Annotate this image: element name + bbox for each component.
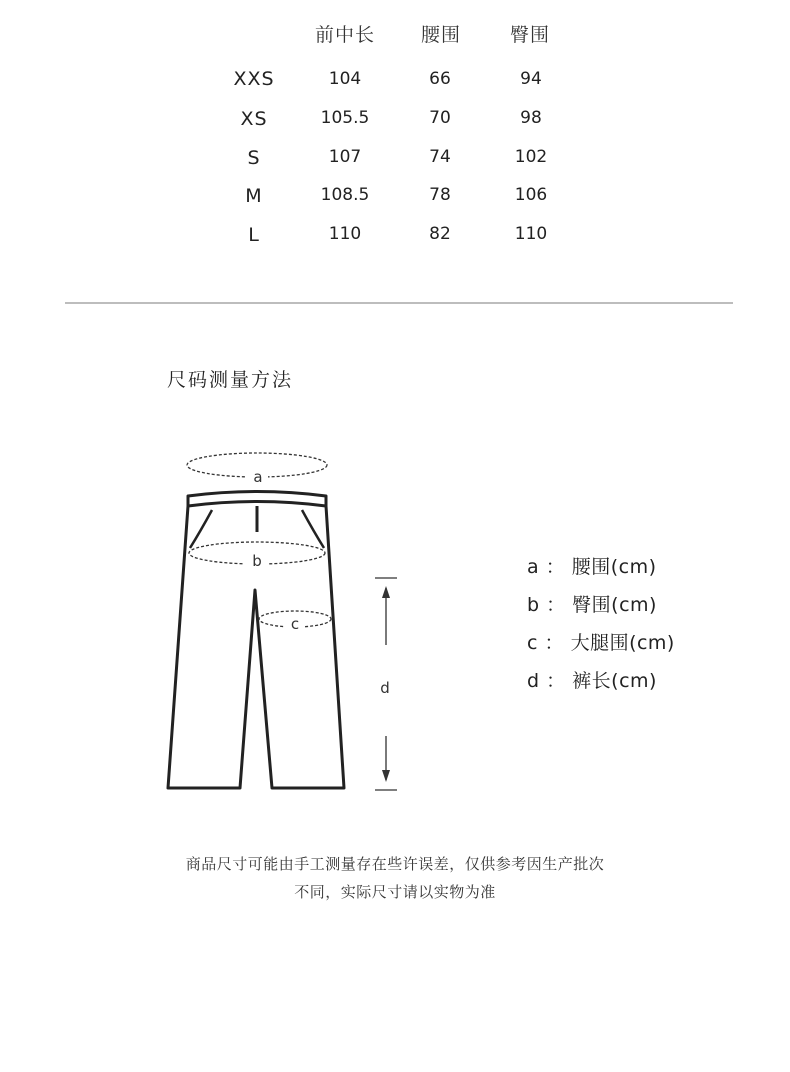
section-title: 尺码测量方法 bbox=[167, 369, 294, 391]
front-length-value: 108.5 bbox=[320, 185, 370, 205]
legend-separator: ： bbox=[546, 670, 566, 692]
pants-measurement-diagram bbox=[150, 440, 410, 800]
waist-value: 74 bbox=[429, 147, 451, 167]
legend-item-hip bbox=[527, 590, 657, 617]
legend-item-waist bbox=[527, 552, 657, 579]
front-length-value: 105.5 bbox=[320, 108, 370, 128]
waist-value: 82 bbox=[429, 224, 451, 244]
label-b: b bbox=[252, 552, 262, 570]
size-label: S bbox=[247, 147, 261, 169]
waist-value: 66 bbox=[429, 69, 451, 89]
legend-separator: ： bbox=[544, 632, 565, 654]
label-c: c bbox=[290, 615, 300, 633]
front-length-value: 110 bbox=[328, 224, 362, 244]
size-label: XXS bbox=[233, 68, 275, 90]
hip-value: 94 bbox=[520, 69, 542, 89]
legend-item-thigh bbox=[527, 628, 675, 655]
waist-value: 78 bbox=[429, 185, 451, 205]
hip-value: 106 bbox=[514, 185, 548, 205]
legend-text: 臀围(cm) bbox=[572, 594, 657, 616]
legend-key: b bbox=[527, 594, 540, 616]
header-hip: 臀围 bbox=[510, 24, 551, 46]
header-front-length: 前中长 bbox=[315, 24, 376, 46]
hip-value: 110 bbox=[514, 224, 548, 244]
label-d: d bbox=[380, 679, 390, 697]
size-label: XS bbox=[240, 108, 268, 130]
legend-text: 裤长(cm) bbox=[572, 670, 657, 692]
legend-separator: ： bbox=[545, 556, 566, 578]
legend-key: c bbox=[527, 632, 538, 654]
size-label: L bbox=[248, 224, 260, 246]
waist-value: 70 bbox=[429, 108, 451, 128]
legend-item-length bbox=[527, 666, 657, 693]
legend-separator: ： bbox=[546, 594, 566, 616]
size-table bbox=[0, 0, 790, 260]
size-label: M bbox=[245, 185, 263, 207]
front-length-value: 104 bbox=[328, 69, 362, 89]
front-length-value: 107 bbox=[328, 147, 362, 167]
pants-outline bbox=[168, 492, 344, 789]
legend-text: 腰围(cm) bbox=[571, 556, 657, 578]
hip-value: 102 bbox=[514, 147, 548, 167]
header-waist: 腰围 bbox=[421, 24, 462, 46]
legend-text: 大腿围(cm) bbox=[570, 632, 675, 654]
footnote-line-1: 商品尺寸可能由手工测量存在些许误差，仅供参考因生产批次 bbox=[185, 855, 605, 873]
hip-value: 98 bbox=[520, 108, 542, 128]
footnote-line-2: 不同，实际尺寸请以实物为准 bbox=[294, 883, 496, 901]
legend-key: a bbox=[527, 556, 540, 578]
section-divider bbox=[65, 302, 733, 304]
label-a: a bbox=[253, 468, 263, 486]
legend-key: d bbox=[527, 670, 540, 692]
